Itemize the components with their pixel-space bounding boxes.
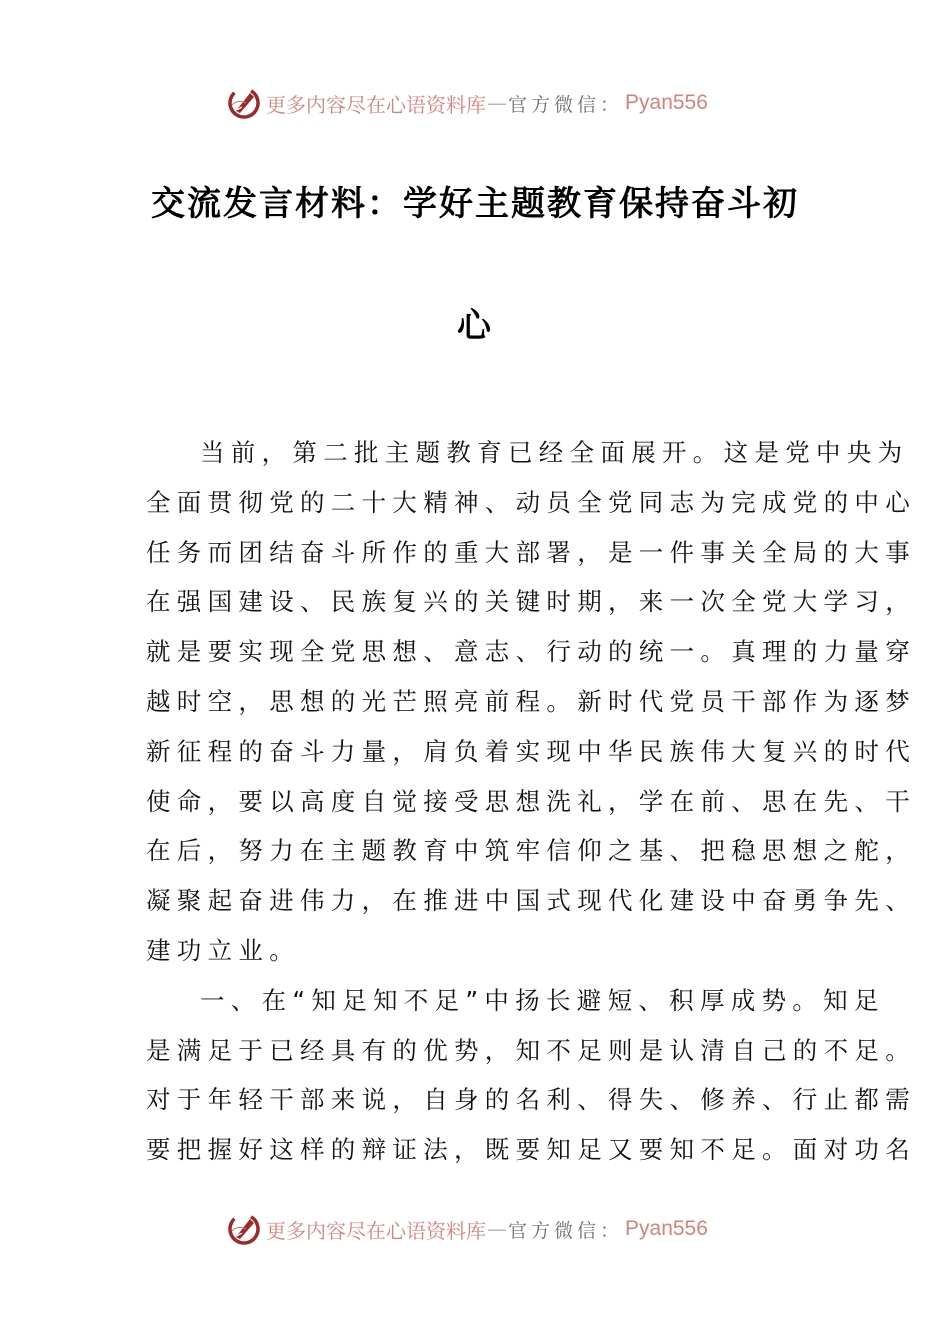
body-line: 在强国建设、民族复兴的关键时期，来一次全党大学习， [146,587,916,617]
body-line: 越时空，思想的光芒照亮前程。新时代党员干部作为逐梦 [146,686,916,716]
document-body [146,428,916,1175]
promo-text: 更多内容尽在心语资料库 [266,92,486,117]
body-line: 就是要实现全党思想、意志、行动的统一。真理的力量穿 [146,637,916,667]
body-line: 要把握好这样的辩证法，既要知足又要知不足。面对功名 [146,1135,916,1165]
wechat-label: 官方微信： [508,93,624,116]
header-watermark [226,83,708,123]
body-line: 在后，努力在主题教育中筑牢信仰之基、把稳思想之舵， [146,836,916,866]
wechat-id: Pyan556 [625,1217,708,1240]
separator-dash: — [487,91,507,115]
quill-pen-circle-icon [226,85,262,121]
body-line: 全面贯彻党的二十大精神、动员全党同志为完成党的中心 [146,487,916,517]
document-title-line-2: 心 [457,306,493,346]
body-line: 新征程的奋斗力量，肩负着实现中华民族伟大复兴的时代 [146,736,916,766]
footer-watermark [226,1209,708,1249]
body-line: 当前，第二批主题教育已经全面展开。这是党中央为 [200,438,909,467]
promo-text: 更多内容尽在心语资料库 [266,1218,486,1243]
wechat-label: 官方微信： [508,1219,624,1242]
document-title-line-1: 交流发言材料：学好主题教育保持奋斗初 [151,184,799,224]
wechat-id: Pyan556 [625,91,708,114]
body-line: 一、在“知足知不足”中扬长避短、积厚成势。知足 [200,985,885,1015]
body-line: 建功立业。 [146,935,300,965]
body-line: 使命，要以高度自觉接受思想洗礼，学在前、思在先、干 [146,786,916,816]
body-line: 任务而团结奋斗所作的重大部署，是一件事关全局的大事 [146,537,916,567]
body-line: 是满足于已经具有的优势，知不足则是认清自己的不足。 [146,1035,916,1065]
quill-pen-circle-icon [226,1211,262,1247]
body-line: 对于年轻干部来说，自身的名利、得失、修养、行止都需 [146,1085,916,1115]
separator-dash: — [487,1217,507,1241]
body-line: 凝聚起奋进伟力，在推进中国式现代化建设中奋勇争先、 [146,886,916,916]
